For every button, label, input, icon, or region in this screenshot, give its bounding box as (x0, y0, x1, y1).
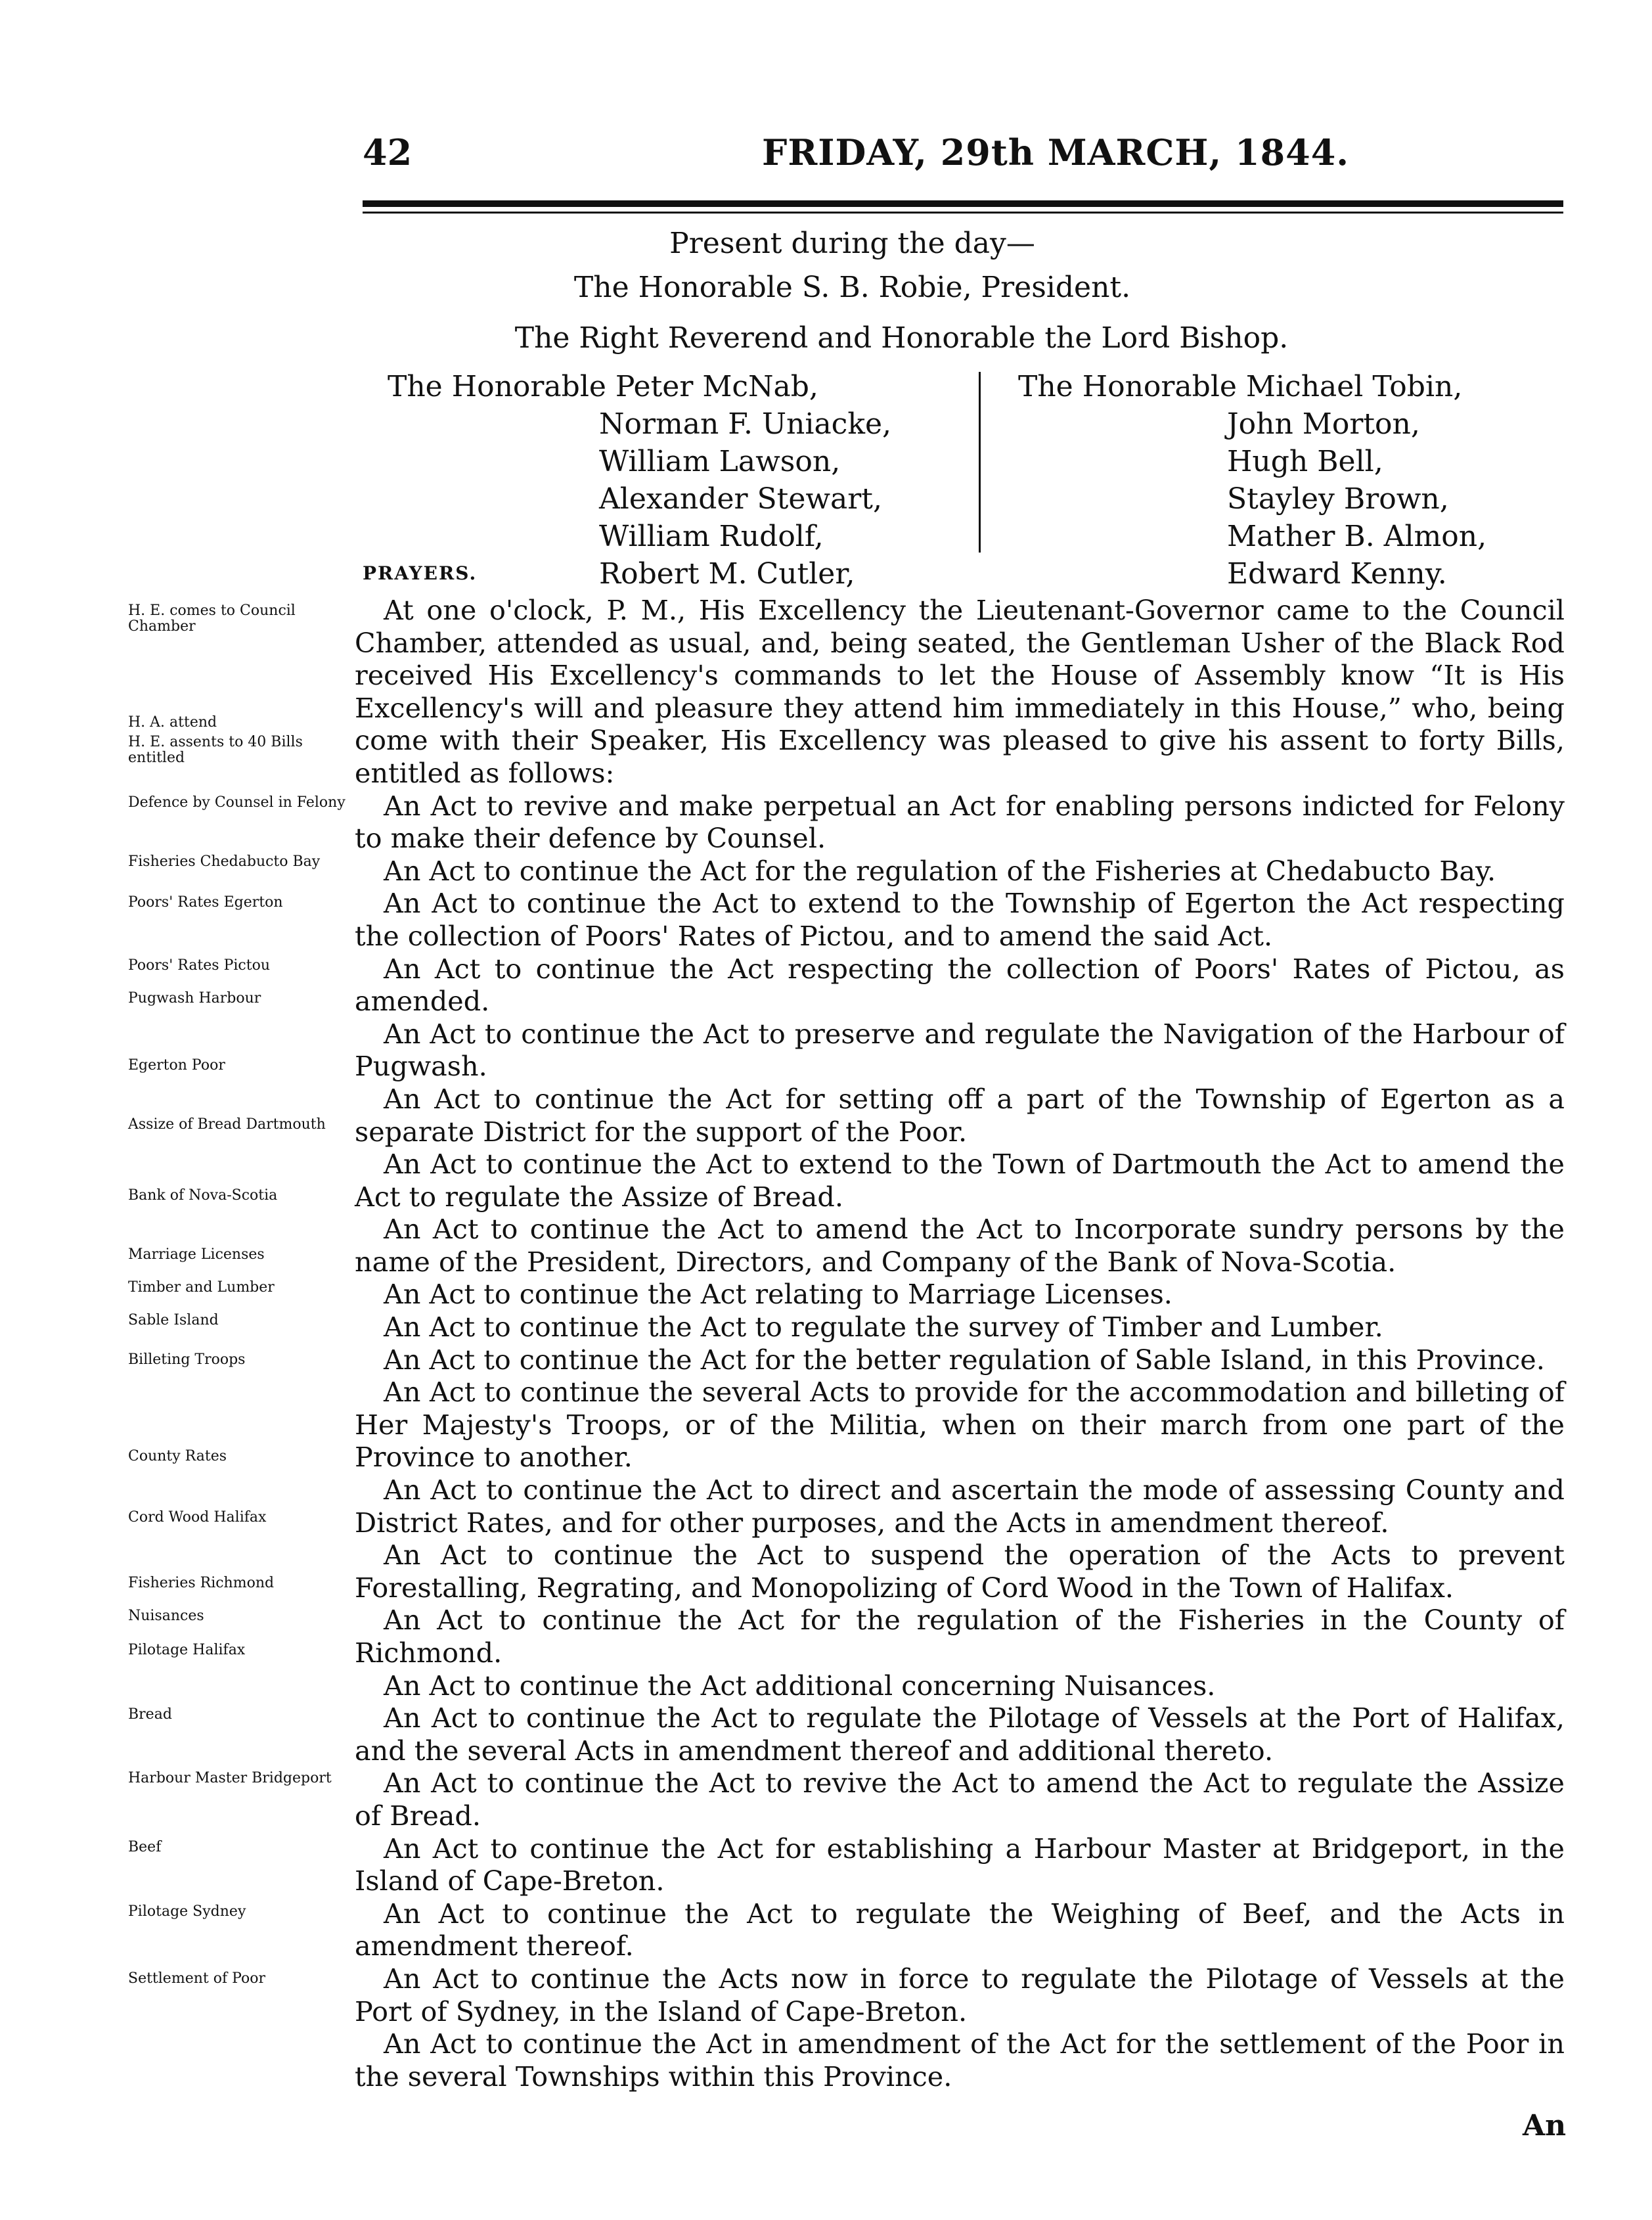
margin-note: Beef (128, 1839, 162, 1855)
paragraph-act: An Act to continue the several Acts to provide for the accommodation and billeting of Her Majesty's Troops, or of the Militia, when on their march from one part of the Province to another. (355, 1376, 1565, 1474)
margin-note: Cord Wood Halifax (128, 1509, 267, 1526)
margin-note: H. E. comes to Council Chamber (128, 602, 296, 635)
member-name: William Rudolf, (599, 520, 824, 553)
margin-note: Fisheries Chedabucto Bay (128, 853, 321, 870)
member-name: Mather B. Almon, (1227, 520, 1487, 553)
member-name: Alexander Stewart, (599, 482, 882, 516)
margin-note: Marriage Licenses (128, 1246, 265, 1263)
present-heading: Present during the day— (669, 227, 1035, 260)
paragraph-act: An Act to continue the Act to regulate the Weighing of Beef, and the Acts in amendment thereof. (355, 1897, 1565, 1962)
member-name: Hugh Bell, (1227, 445, 1383, 478)
page-number: 42 (363, 131, 413, 173)
paragraph-act: An Act to continue the Act to suspend the operation of the Acts to prevent Forestalling, Regrating, and Monopolizing of Cord Wood in the Town of Halifax. (355, 1539, 1565, 1604)
paragraph-act: An Act to continue the Act for the better regulation of Sable Island, in this Province. (384, 1344, 1545, 1376)
members-column-divider (979, 372, 981, 553)
paragraph-act: An Act to continue the Act to amend the Act to Incorporate sundry persons by the name of the President, Directors, and Company of the Bank of Nova-Scotia. (355, 1213, 1565, 1278)
body-text (355, 595, 1565, 2093)
paragraph-act: An Act to continue the Act to extend to the Township of Egerton the Act respecting the collection of Poors' Rates of Pictou, and to amend the said Act. (355, 888, 1565, 952)
paragraph-act: An Act to continue the Acts now in force to regulate the Pilotage of Vessels at the Port of Sydney, in the Island of Cape-Breton. (355, 1962, 1565, 2027)
member-name: Robert M. Cutler, (599, 557, 855, 591)
paragraph-act: An Act to continue the Act in amendment of the Act for the settlement of the Poor in the several Townships within this Province. (355, 2028, 1565, 2093)
paragraph-act: An Act to revive and make perpetual an Act for enabling persons indicted for Felony to make their defence by Counsel. (355, 790, 1565, 855)
margin-note: Assize of Bread Dartmouth (128, 1116, 326, 1133)
paragraph-act: An Act to continue the Act to direct and ascertain the mode of assessing County and District Rates, and for other purposes, and the Acts in amendment thereof. (355, 1474, 1565, 1539)
paragraph-act: An Act to continue the Act additional concerning Nuisances. (384, 1669, 1216, 1702)
margin-note: H. E. assents to 40 Bills entitled (128, 734, 303, 766)
margin-note: Poors' Rates Pictou (128, 957, 270, 974)
members-left-column (388, 368, 891, 593)
header-rule-thin (363, 212, 1563, 214)
margin-note: Pilotage Halifax (128, 1642, 246, 1658)
paragraph-act: An Act to continue the Act relating to Marriage Licenses. (384, 1279, 1172, 1311)
margin-note: Poors' Rates Egerton (128, 894, 283, 911)
margin-note: Bank of Nova-Scotia (128, 1187, 278, 1204)
margin-note: Nuisances (128, 1608, 204, 1624)
members-right-column (1018, 368, 1486, 593)
member-name: Edward Kenny. (1227, 557, 1447, 591)
margin-note: Bread (128, 1706, 172, 1723)
margin-note: Billeting Troops (128, 1351, 246, 1368)
margin-note: H. A. attend (128, 714, 217, 731)
paragraph-act: An Act to continue the Act for the regulation of the Fisheries in the County of Richmond. (355, 1604, 1565, 1669)
member-name: John Morton, (1227, 407, 1420, 441)
margin-note: Fisheries Richmond (128, 1575, 275, 1591)
president-line: The Honorable S. B. Robie, President. (573, 270, 1131, 304)
paragraph-act: An Act to continue the Act for establishing a Harbour Master at Bridgeport, in the Island of Cape-Breton. (355, 1832, 1565, 1897)
present-block (0, 227, 1652, 355)
margin-note: Settlement of Poor (128, 1970, 266, 1987)
running-head: FRIDAY, 29th MARCH, 1844. (762, 131, 1350, 173)
member-name: The Honorable Peter McNab, (388, 370, 818, 403)
paragraph-act: An Act to continue the Act to extend to the Town of Dartmouth the Act to amend the Act to regulate the Assize of Bread. (355, 1148, 1565, 1213)
margin-note: County Rates (128, 1448, 227, 1464)
margin-note: Egerton Poor (128, 1057, 225, 1074)
prayers-heading: PRAYERS. (363, 562, 478, 584)
margin-note: Defence by Counsel in Felony (128, 794, 346, 811)
margin-note: Timber and Lumber (128, 1279, 275, 1296)
paragraph-act: An Act to continue the Act to regulate the Pilotage of Vessels at the Port of Halifax, and the several Acts in amendment thereof and additional thereto. (355, 1702, 1565, 1767)
catchword: An (1523, 2109, 1567, 2142)
header-rule-thick (363, 200, 1563, 207)
margin-note: Pugwash Harbour (128, 990, 261, 1007)
paragraph-act: An Act to continue the Act for the regulation of the Fisheries at Chedabucto Bay. (384, 855, 1496, 887)
member-name: William Lawson, (599, 445, 841, 478)
paragraph-intro: At one o'clock, P. M., His Excellency the Lieutenant-Governor came to the Council Chamber, attended as usual, and, being seated, the Gentleman Usher of the Black Rod received His Excellency's commands to let the House of Assembly know “It is His Excellency's will and pleasure they attend him immediately in this House,” who, being come with their Speaker, His Excellency was pleased to give his assent to forty Bills, entitled as follows: (355, 595, 1565, 789)
member-name: Stayley Brown, (1227, 482, 1449, 516)
margin-note: Sable Island (128, 1312, 219, 1328)
paragraph-act: An Act to continue the Act to preserve and regulate the Navigation of the Harbour of Pugwash. (355, 1018, 1565, 1083)
paragraph-act: An Act to continue the Act respecting the collection of Poors' Rates of Pictou, as amended. (355, 953, 1565, 1018)
paragraph-act: An Act to continue the Act for setting off a part of the Township of Egerton as a separate District for the support of the Poor. (355, 1083, 1565, 1148)
margin-note: Pilotage Sydney (128, 1903, 246, 1920)
member-name: Norman F. Uniacke, (599, 407, 892, 441)
bishop-line: The Right Reverend and Honorable the Lord Bishop. (514, 321, 1289, 355)
paragraph-act: An Act to continue the Act to regulate the survey of Timber and Lumber. (384, 1311, 1383, 1344)
margin-note: Harbour Master Bridgeport (128, 1770, 332, 1786)
paragraph-act: An Act to continue the Act to revive the Act to amend the Act to regulate the Assize of Bread. (355, 1767, 1565, 1832)
member-name: The Honorable Michael Tobin, (1018, 370, 1463, 403)
